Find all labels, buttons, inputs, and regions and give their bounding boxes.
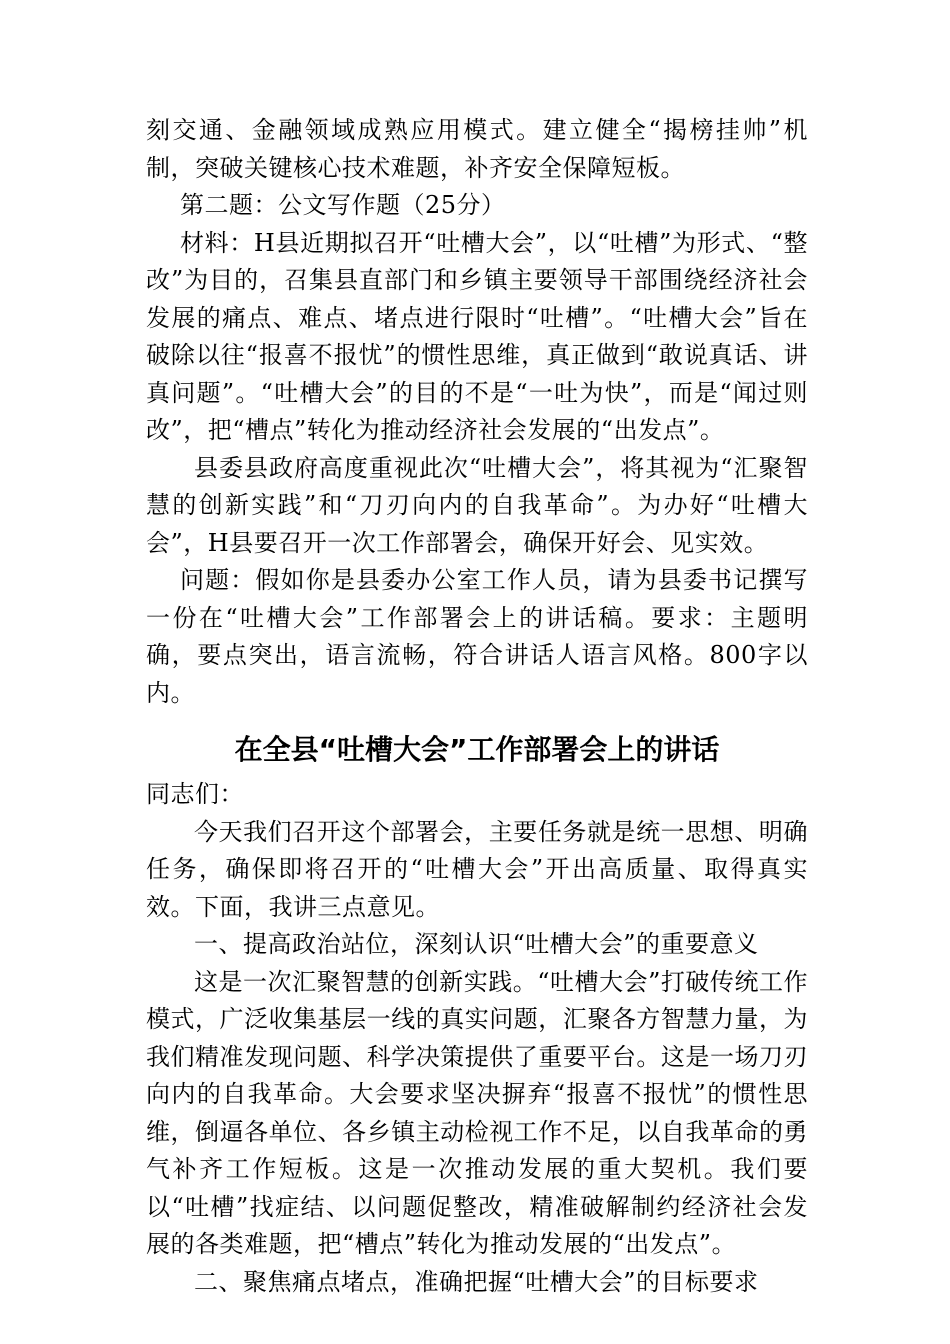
document-page xyxy=(146,112,808,1301)
speech-salutation: 同志们： xyxy=(146,780,244,808)
speech-title: 在全县“吐槽大会”工作部署会上的讲话 xyxy=(234,733,720,766)
section-heading: 二、聚焦痛点堵点，准确把握“吐槽大会”的目标要求 xyxy=(194,1267,759,1296)
section-body: 这是一次汇聚智慧的创新实践。“吐槽大会”打破传统工作模式，广泛收集基层一线的真实问题，汇聚各方智慧力量，为我们精准发现问题、科学决策提供了重要平台。这是一场刀刃向内的自我革命。大会要求坚决摒弃“报喜不报忧”的惯性思维，倒逼各单位、各乡镇主动检视工作不足，以自我革命的勇气补齐工作短板。这是一次推动发展的重大契机。我们要以“吐槽”找症结、以问题促整改，精准破解制约经济社会发展的各类难题，把“槽点”转化为推动发展的“出发点”。 xyxy=(146,967,808,1258)
speech-intro: 今天我们召开这个部署会，主要任务就是统一思想、明确任务，确保即将召开的“吐槽大会”开出高质量、取得真实效。下面，我讲三点意见。 xyxy=(146,817,808,921)
material-paragraph: 材料：H县近期拟召开“吐槽大会”，以“吐槽”为形式、“整改”为目的，召集县直部门和乡镇主要领导干部围绕经济社会发展的痛点、难点、堵点进行限时“吐槽”。“吐槽大会”旨在破除以往“报喜不报忧”的惯性思维，真正做到“敢说真话、讲真问题”。“吐槽大会”的目的不是“一吐为快”，而是“闻过则改”，把“槽点”转化为推动经济社会发展的“出发点”。 xyxy=(146,228,808,444)
question-paragraph: 问题：假如你是县委办公室工作人员，请为县委书记撰写一份在“吐槽大会”工作部署会上的讲话稿。要求：主题明确，要点突出，语言流畅，符合讲话人语言风格。800字以内。 xyxy=(146,566,808,707)
material-paragraph: 县委县政府高度重视此次“吐槽大会”，将其视为“汇聚智慧的创新实践”和“刀刃向内的自我革命”。为办好“吐槽大会”，H县要召开一次工作部署会，确保开好会、见实效。 xyxy=(146,453,808,557)
section-heading: 一、提高政治站位，深刻认识“吐槽大会”的重要意义 xyxy=(194,930,759,958)
continuation-paragraph: 刻交通、金融领域成熟应用模式。建立健全“揭榜挂帅”机制，突破关键核心技术难题，补齐安全保障短板。 xyxy=(146,116,808,182)
question-header: 第二题：公文写作题（25分） xyxy=(180,191,506,219)
